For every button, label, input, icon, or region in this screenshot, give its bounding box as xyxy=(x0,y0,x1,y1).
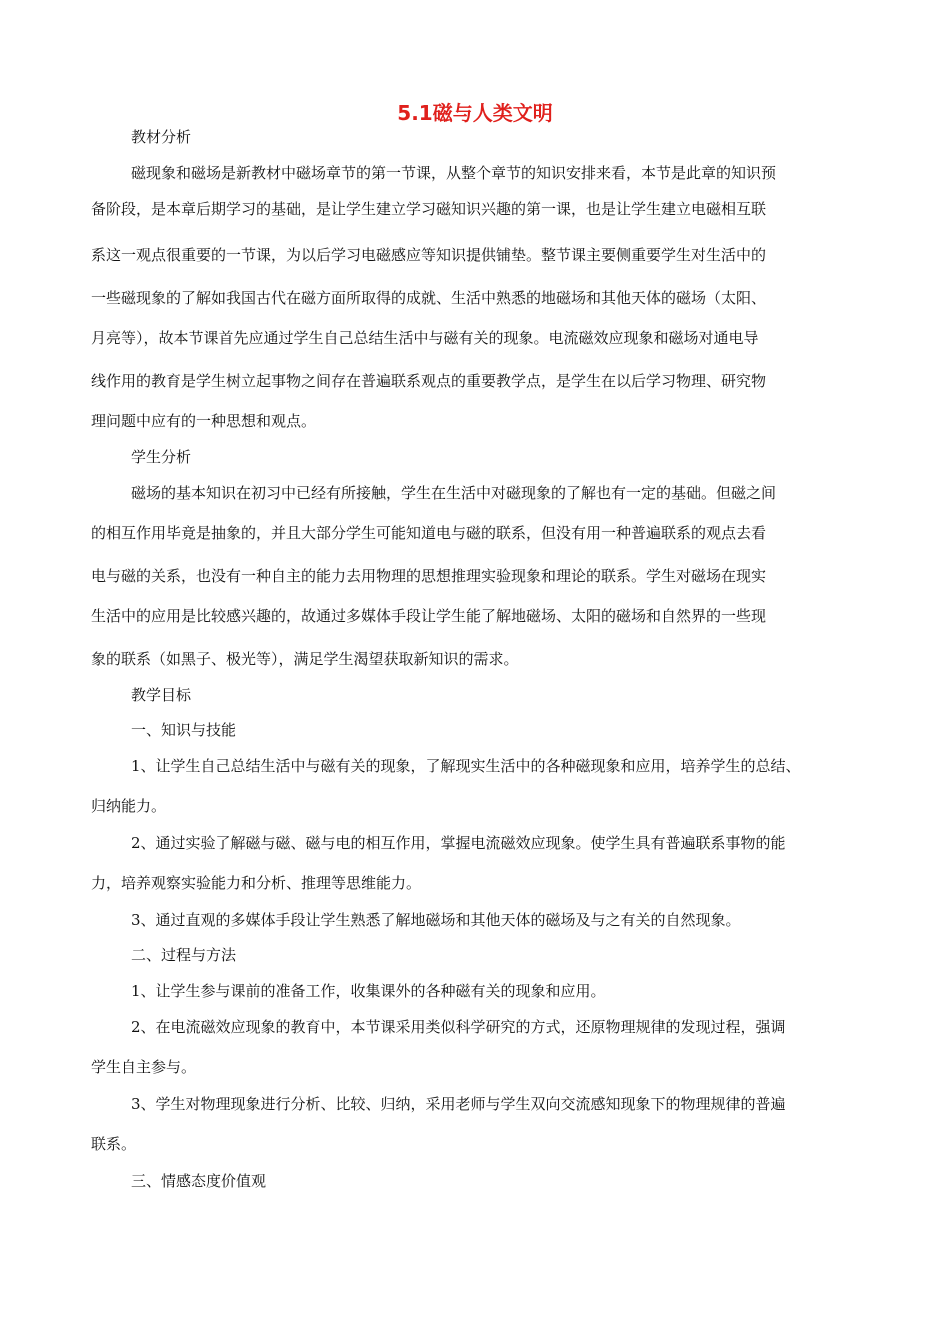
subheading-knowledge-skills: 一、知识与技能 xyxy=(131,721,237,739)
list-item: 1、让学生自己总结生活中与磁有关的现象，了解现实生活中的各种磁现象和应用，培养学生的总结、 xyxy=(131,757,801,775)
list-item: 归纳能力。 xyxy=(91,797,167,815)
section-heading-teaching-goals: 教学目标 xyxy=(131,686,192,704)
paragraph-line: 磁场的基本知识在初习中已经有所接触，学生在生活中对磁现象的了解也有一定的基础。但磁之间 xyxy=(131,484,777,502)
paragraph-line: 系这一观点很重要的一节课，为以后学习电磁感应等知识提供铺垫。整节课主要侧重要学生对生活中的 xyxy=(91,246,767,264)
list-item: 2、在电流磁效应现象的教育中，本节课采用类似科学研究的方式，还原物理规律的发现过程，强调 xyxy=(131,1018,786,1036)
paragraph-line: 电与磁的关系，也没有一种自主的能力去用物理的思想推理实验现象和理论的联系。学生对磁场在现实 xyxy=(91,567,767,585)
section-heading-student-analysis: 学生分析 xyxy=(131,448,192,466)
paragraph-line: 备阶段，是本章后期学习的基础，是让学生建立学习磁知识兴趣的第一课，也是让学生建立电磁相互联 xyxy=(91,200,767,218)
paragraph-line: 线作用的教育是学生树立起事物之间存在普遍联系观点的重要教学点，是学生在以后学习物理、研究物 xyxy=(91,372,767,390)
paragraph-line: 磁现象和磁场是新教材中磁场章节的第一节课，从整个章节的知识安排来看，本节是此章的知识预 xyxy=(131,164,777,182)
section-heading-textbook-analysis: 教材分析 xyxy=(131,128,192,146)
paragraph-line: 月亮等），故本节课首先应通过学生自己总结生活中与磁有关的现象。电流磁效应现象和磁场对通电导 xyxy=(91,329,759,347)
paragraph-line: 象的联系（如黑子、极光等），满足学生渴望获取新知识的需求。 xyxy=(91,650,519,668)
paragraph-line: 的相互作用毕竟是抽象的，并且大部分学生可能知道电与磁的联系，但没有用一种普遍联系的观点去看 xyxy=(91,524,767,542)
list-item: 3、学生对物理现象进行分析、比较、归纳，采用老师与学生双向交流感知现象下的物理规律的普遍 xyxy=(131,1095,786,1113)
list-item: 3、通过直观的多媒体手段让学生熟悉了解地磁场和其他天体的磁场及与之有关的自然现象。 xyxy=(131,911,741,929)
paragraph-line: 一些磁现象的了解如我国古代在磁方面所取得的成就、生活中熟悉的地磁场和其他天体的磁场（太阳、 xyxy=(91,289,767,307)
paragraph-line: 理问题中应有的一种思想和观点。 xyxy=(91,412,317,430)
list-item: 1、让学生参与课前的准备工作，收集课外的各种磁有关的现象和应用。 xyxy=(131,982,606,1000)
list-item: 力，培养观察实验能力和分析、推理等思维能力。 xyxy=(91,874,422,892)
document-title: 5.1磁与人类文明 xyxy=(397,101,553,125)
list-item: 联系。 xyxy=(91,1135,137,1153)
list-item: 学生自主参与。 xyxy=(91,1058,197,1076)
list-item: 2、通过实验了解磁与磁、磁与电的相互作用，掌握电流磁效应现象。使学生具有普遍联系事物的能 xyxy=(131,834,786,852)
subheading-emotion-values: 三、情感态度价值观 xyxy=(131,1172,267,1190)
paragraph-line: 生活中的应用是比较感兴趣的，故通过多媒体手段让学生能了解地磁场、太阳的磁场和自然界的一些现 xyxy=(91,607,767,625)
subheading-process-methods: 二、过程与方法 xyxy=(131,946,237,964)
